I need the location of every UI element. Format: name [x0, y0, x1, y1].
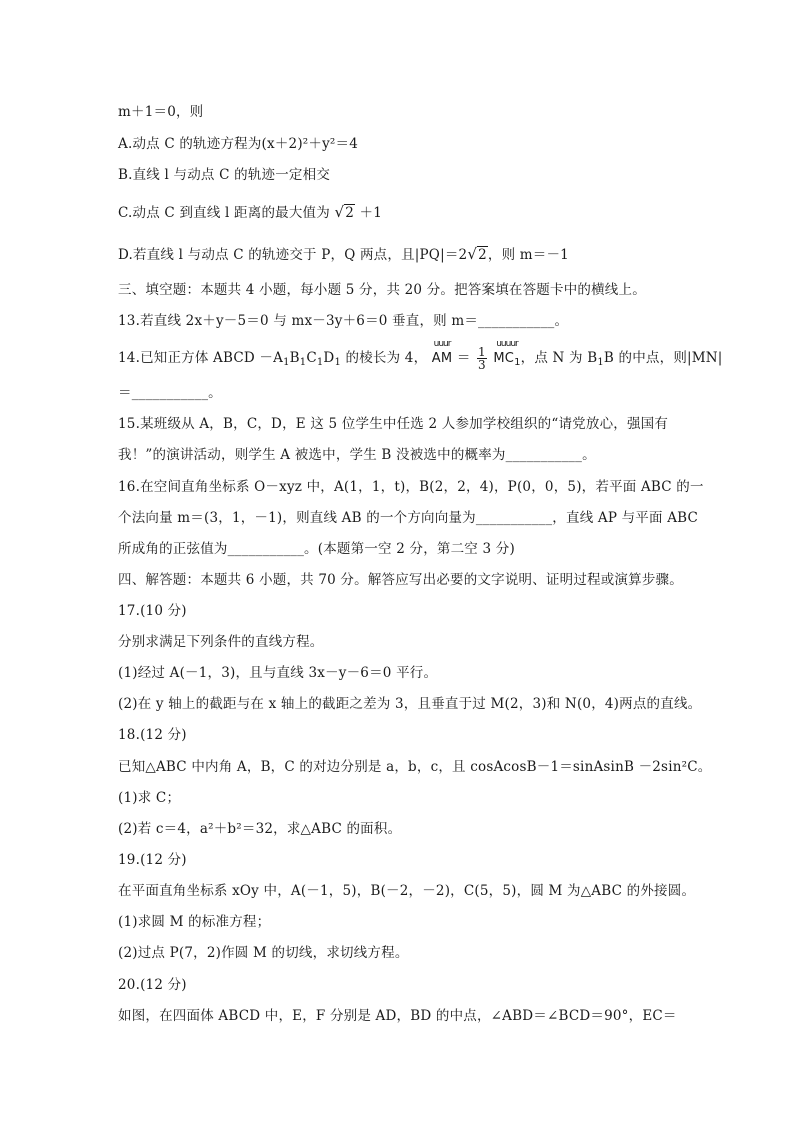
q12-option-c-text: C.动点 C 到直线 l 距离的最大值为 [118, 205, 330, 221]
q14-text: 14.已知正方体 ABCD －A [118, 350, 284, 366]
question-16-line1: 16.在空间直角坐标系 O－xyz 中，A(1，1，t)，B(2，2，4)，P(0，0，5)，若平面 ABC 的一 [118, 479, 704, 495]
question-18-part1: (1)求 C； [118, 790, 181, 806]
question-18-stem: 已知△ABC 中内角 A，B，C 的对边分别是 a，b，c，且 cosAcosB－1＝sinAsinB －2sin²C。 [118, 759, 712, 775]
q12-option-d-tail: ，则 m＝－1 [487, 247, 569, 263]
question-14-line2: ＝___________。 [118, 385, 222, 401]
question-20-stem: 如图，在四面体 ABCD 中，E，F 分别是 AD，BD 的中点，∠ABD＝∠BCD＝90°，EC＝ [118, 1008, 677, 1024]
vector-arrow: uuur [433, 339, 451, 349]
question-16-line3: 所成角的正弦值为___________。(本题第一空 2 分，第二空 3 分) [118, 541, 515, 557]
q14-text: B 的中点，则|MN| [603, 350, 723, 366]
q14-text: 的棱长为 4， [341, 350, 428, 366]
sqrt-symbol: √ [334, 203, 345, 221]
q12-option-b: B.直线 l 与动点 C 的轨迹一定相交 [118, 167, 331, 183]
q14-text: B [289, 350, 300, 366]
question-19-stem: 在平面直角坐标系 xOy 中，A(－1，5)，B(－2，－2)，C(5，5)，圆 M 为△ABC 的外接圆。 [118, 883, 696, 899]
question-19-part2: (2)过点 P(7，2)作圆 M 的切线，求切线方程。 [118, 945, 409, 961]
equals-sign: ＝ [456, 350, 471, 366]
question-18-header: 18.(12 分) [118, 727, 187, 743]
question-15-line1: 15.某班级从 A，B，C，D，E 这 5 位学生中任选 2 人参加学校组织的“请党放心，强国有 [118, 416, 669, 432]
question-18-part2: (2)若 c＝4，a²＋b²＝32，求△ABC 的面积。 [118, 821, 402, 837]
radicand: 2 [478, 247, 487, 263]
vector-am [431, 339, 453, 368]
question-17-header: 17.(10 分) [118, 603, 187, 619]
fraction-numerator: 1 [478, 345, 486, 359]
q14-text: C [306, 350, 317, 366]
question-16-line2: 个法向量 m＝(3，1，－1)，则直线 AB 的一个方向向量为___________，直线 AP 与平面 ABC [118, 510, 699, 526]
question-13: 13.若直线 2x＋y－5＝0 与 mx－3y＋6＝0 垂直，则 m＝___________。 [118, 313, 569, 329]
q12-option-d-text: D.若直线 l 与动点 C 的轨迹交于 P，Q 两点，且|PQ|＝2 [118, 247, 468, 263]
fraction-denominator: 3 [478, 358, 486, 372]
subscript: 1 [334, 357, 342, 368]
vector-mc1 [493, 339, 521, 368]
subscript: 1 [597, 357, 604, 368]
section4-heading: 四、解答题：本题共 6 小题，共 70 分。解答应写出必要的文字说明、证明过程或演算步骤。 [118, 572, 683, 588]
question-17-part1: (1)经过 A(－1，3)，且与直线 3x－y－6＝0 平行。 [118, 665, 438, 681]
question-14 [118, 339, 754, 372]
subscript: 1 [316, 357, 324, 368]
vector-label: MC [493, 351, 515, 366]
q14-text: D [323, 350, 335, 366]
subscript: 1 [514, 357, 521, 368]
question-19-header: 19.(12 分) [118, 852, 187, 868]
question-15-line2: 我！”的演讲活动，则学生 A 被选中，学生 B 没被选中的概率为___________。 [118, 447, 596, 463]
q12-option-a: A.动点 C 的轨迹方程为(x＋2)²＋y²＝4 [118, 136, 359, 152]
q12-option-c-tail: ＋1 [359, 205, 383, 221]
fraction-one-third [477, 346, 487, 371]
question-19-part1: (1)求圆 M 的标准方程； [118, 914, 271, 930]
question-17-part2: (2)在 y 轴上的截距与在 x 轴上的截距之差为 3，且垂直于过 M(2，3)和 N(0，4)两点的直线。 [118, 696, 702, 712]
subscript: 1 [299, 357, 307, 368]
q12-continuation: m＋1＝0，则 [118, 104, 204, 120]
q12-option-c [118, 203, 754, 222]
vector-arrow: uuuur [496, 339, 518, 349]
question-20-header: 20.(12 分) [118, 977, 187, 993]
q14-text: ，点 N 为 B [520, 350, 598, 366]
sqrt-symbol: √ [467, 245, 478, 263]
subscript: 1 [283, 357, 290, 368]
question-17-stem: 分别求满足下列条件的直线方程。 [118, 634, 324, 650]
q12-option-d [118, 245, 754, 264]
vector-label: AM [431, 351, 453, 366]
section3-heading: 三、填空题：本题共 4 小题，每小题 5 分，共 20 分。把答案填在答题卡中的横线上。 [118, 282, 646, 298]
radicand: 2 [345, 205, 355, 221]
